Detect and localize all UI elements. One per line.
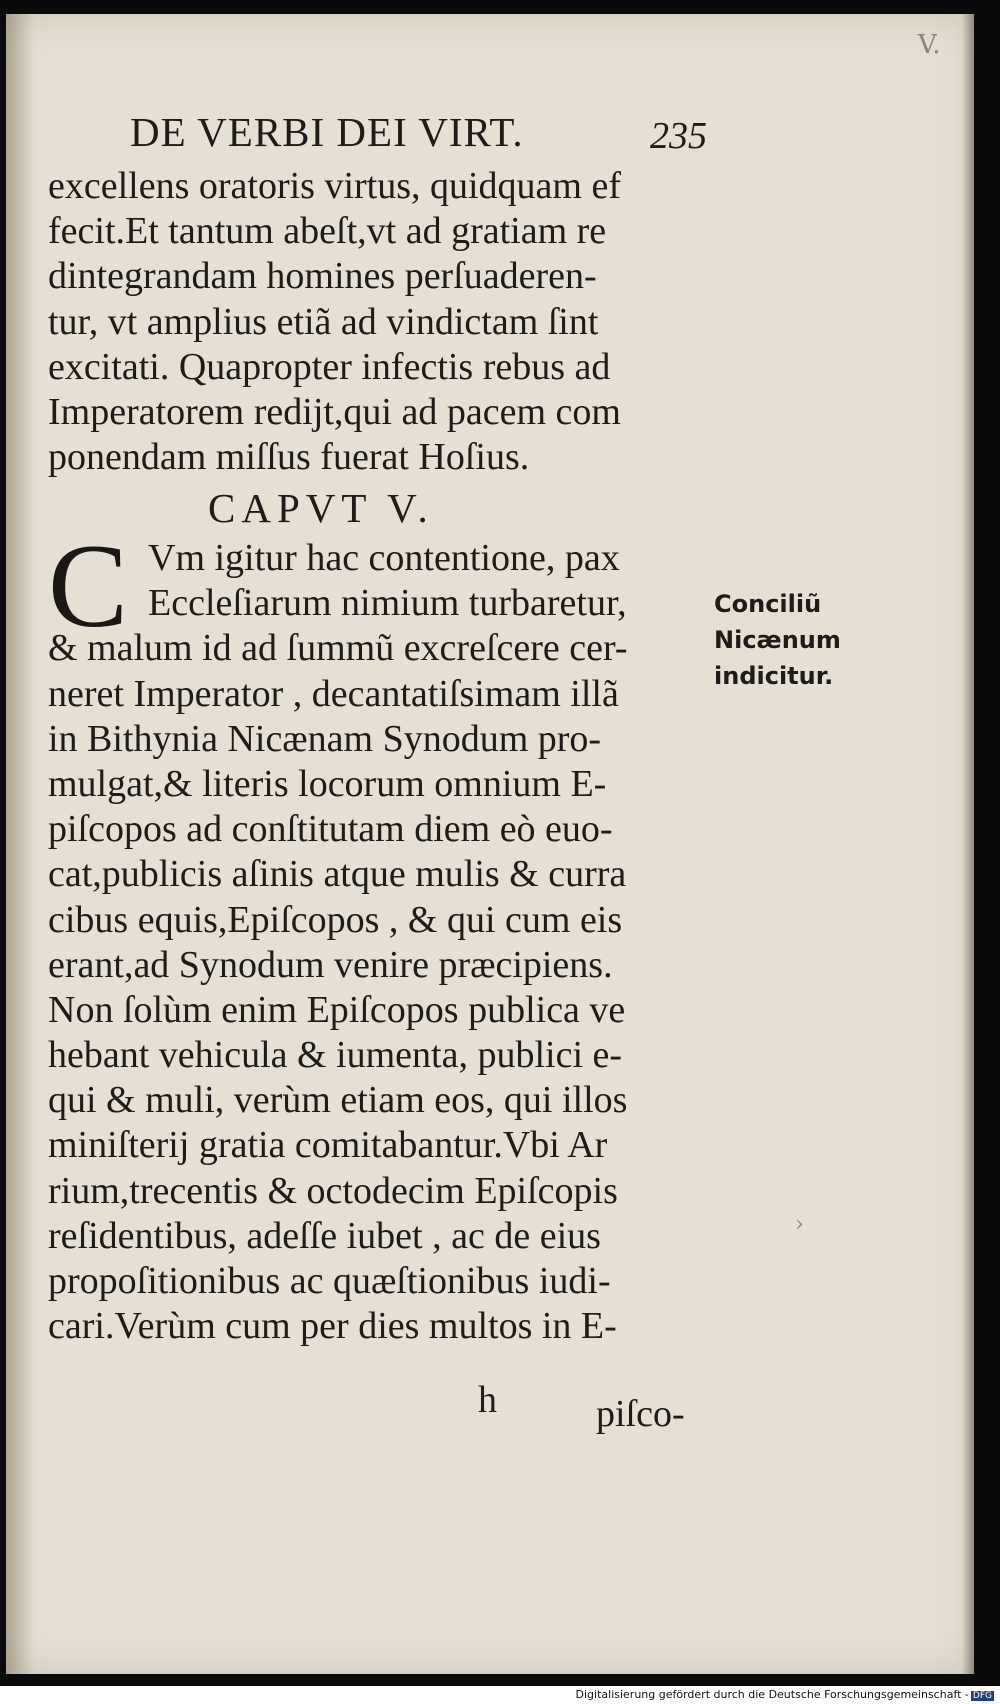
text-line: erant,ad Synodum venire præcipiens. [48,943,613,986]
margin-note [714,586,841,694]
drop-cap: C [48,519,129,652]
text-line: neret Imperator , decantatiſsimam illã [48,672,619,715]
margin-note-line: Nicænum [714,626,841,654]
digitization-footer [576,1688,994,1701]
text-line: miniſterij gratia comitabantur.Vbi Ar [48,1124,608,1167]
footer-text: Digitalisierung gefördert durch die Deutsche Forschungsgemeinschaft - [575,1688,969,1701]
text-line: in Bithynia Nicænam Synodum pro- [48,717,602,760]
text-line: ponendam miſſus fuerat Hoſius. [48,436,530,479]
text-line: propoſitionibus ac quæſtionibus iudi- [48,1260,611,1302]
text-line: reſidentibus, adeſſe iubet , ac de eius [48,1214,601,1257]
text-line: Eccleſiarum nimium turbaretur, [148,582,627,625]
text-line: mulgat,& literis locorum omnium E- [48,762,607,805]
signature-mark: h [478,1379,497,1421]
page-edge-shadow [962,14,974,1674]
text-line: fecit.Et tantum abeſt,vt ad gratiam re [48,210,607,253]
text-line: qui & muli, verùm etiam eos, qui illos [48,1079,628,1122]
running-header: DE VERBI DEI VIRT. [130,109,524,155]
text-line: rium,trecentis & octodecim Epiſcopis [48,1169,618,1212]
text-line: & malum id ad ſummũ excreſcere cer- [48,627,628,670]
chapter-paragraph [48,519,708,1349]
text-line: cat,publicis aſinis atque mulis & curra [48,853,627,896]
page-gutter-shadow [6,14,34,1674]
text-line: excitati. Quapropter infectis rebus ad [48,345,611,388]
text-line: piſcopos ad conſtitutam diem eò euo- [48,808,613,851]
chapter-title: CAPVT V. [208,485,434,531]
margin-note-line: Conciliũ [714,590,822,618]
margin-note-line: indicitur. [714,662,834,690]
text-line: Imperatorem redijt,qui ad pacem com [48,390,621,433]
page-number: 235 [650,115,707,157]
text-line: hebant vehicula & iumenta, publici e- [48,1034,623,1077]
text-line: cari.Verùm cum per dies multos in E- [48,1305,617,1348]
corner-mark: V. [918,30,941,60]
dfg-logo: DFG [972,1691,992,1701]
stray-mark: › [795,1212,804,1237]
text-line: cibus equis,Epiſcopos , & qui cum eis [48,898,623,941]
catchword: piſco- [596,1393,685,1435]
text-line: tur, vt amplius etiã ad vindictam ſint [48,300,599,343]
text-line: dintegrandam homines perſuaderen- [48,255,597,298]
top-text-block [48,164,708,480]
text-line: Vm igitur hac contentione, pax [148,537,620,579]
text-line: Non ſolùm enim Epiſcopos publica ve [48,988,626,1031]
text-line: excellens oratoris virtus, quidquam ef [48,165,622,207]
